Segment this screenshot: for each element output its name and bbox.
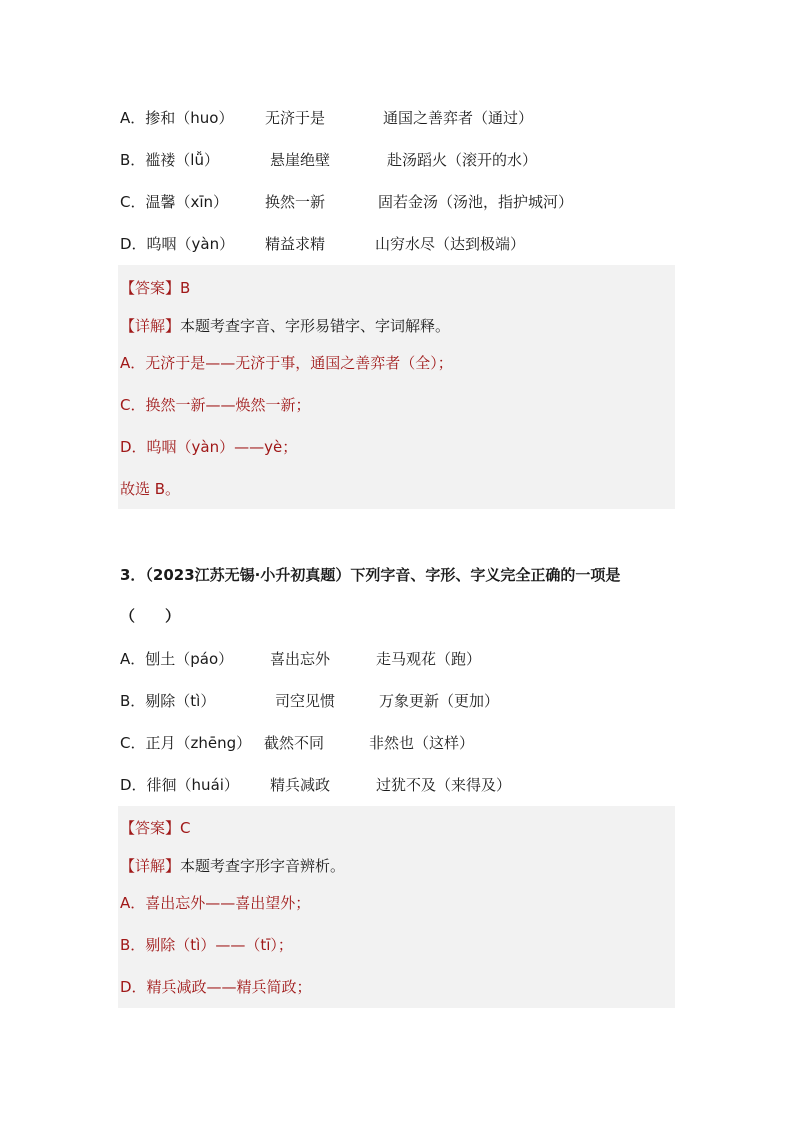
q2-conclusion: 故选 B。 xyxy=(120,480,181,498)
q2-detail-line-a: A．无济于是——无济于事，通国之善弈者（全）； xyxy=(120,354,453,372)
q3-detail-line-d: D．精兵减政——精兵简政； xyxy=(120,978,312,996)
q2-answer: 【答案】B xyxy=(120,279,191,297)
q3-title: 3．（2023江苏无锡·小升初真题）下列字音、字形、字义完全正确的一项是 xyxy=(120,566,621,584)
q2-detail: 【详解】本题考查字音、字形易错字、字词解释。 xyxy=(120,317,451,335)
q3-bracket: （ ） xyxy=(120,607,181,625)
q2-detail-line-d: D．呜咽（yàn）——yè； xyxy=(120,438,298,456)
q3-detail-line-a: A．喜出忘外——喜出望外； xyxy=(120,894,311,912)
q3-detail-line-b: B．剔除（tì）——（tī）； xyxy=(120,936,293,954)
document-page: A．掺和（huo） 无济于是 通国之善弈者（通过） B．褴褛（lǚ） 悬崖绝壁 赴汤蹈火（滚开的水） C．温馨（xīn） 换然一新 固若金汤（汤池，指护城河） D．呜咽（yàn） 精益求精 山穷水尽（达到极端） 【答案】B 【详解】本题考查字音、字形易错字、字词解释。 A．无济于是——无济于事，通国之善弈者（全）； C．换然一新——焕然一新； D．呜咽（yàn）——yè； 故选 B。 3．（2023江苏无锡·小升初真题）下列字音、字形、字义完全正确的一项是 （ ） A．刨土（páo） 喜出忘外 走马观花（跑） B．剔除（tì） 司空见惯 万象更新（更加） C．正月（zhēng） 截然不同 非然也（这样） D．徘徊（huái） 精兵减政 过犹不及（来得及） 【答案】C 【详解】本题考查字形字音辨析。 A．喜出忘外——喜出望外； B．剔除（tì）——（tī）； D．精兵减政——精兵简政； xyxy=(0,0,794,1123)
q3-detail: 【详解】本题考查字形字音辨析。 xyxy=(120,857,346,875)
q3-answer: 【答案】C xyxy=(120,819,191,837)
q2-detail-line-c: C．换然一新——焕然一新； xyxy=(120,396,311,414)
q2-answer-box xyxy=(118,265,675,509)
